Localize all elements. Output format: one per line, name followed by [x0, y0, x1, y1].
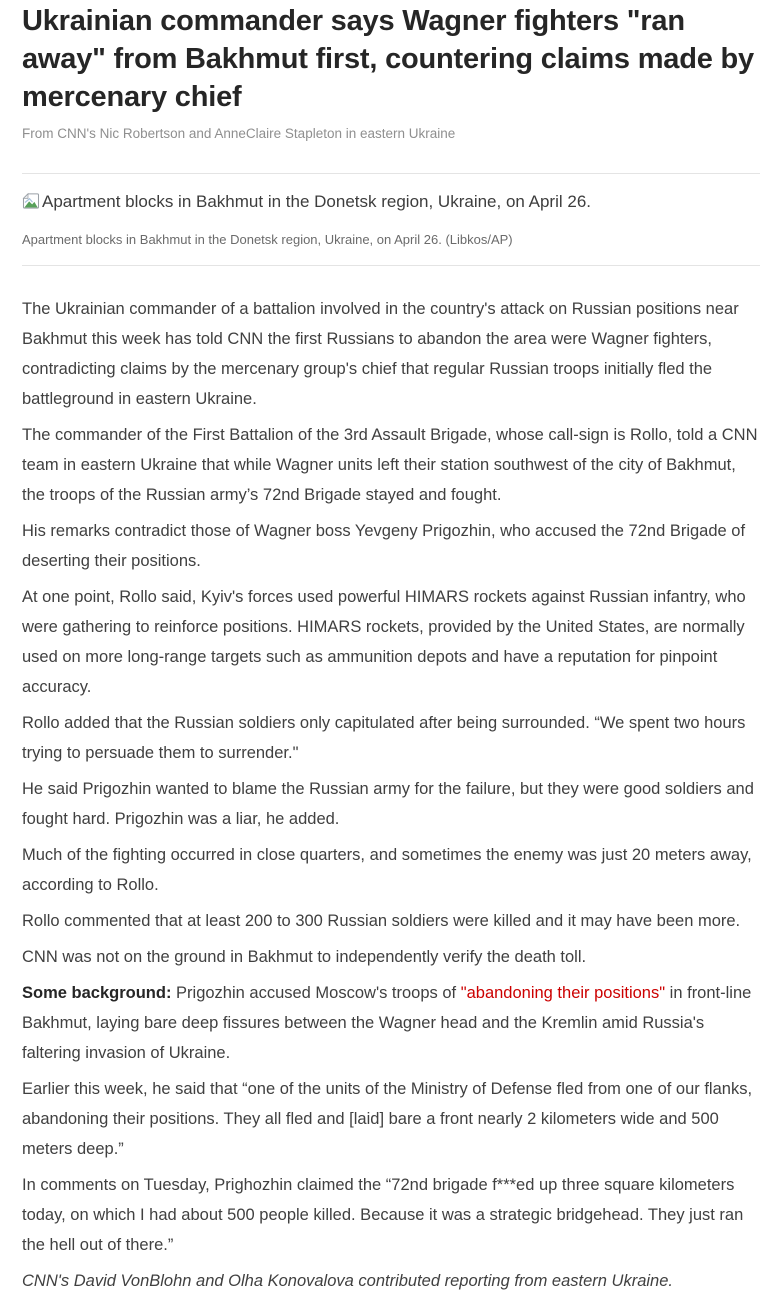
paragraph: At one point, Rollo said, Kyiv's forces used powerful HIMARS rockets against Russian infantry, who were gathering to reinforce positions. HIMARS rockets, provided by the United States, are normally used on more long-range targets such as ammunition depots and have a reputation for pinpoint accuracy. [22, 588, 746, 696]
paragraph: In comments on Tuesday, Prighozhin claimed the “72nd brigade f***ed up three square kilometers today, on which I had about 500 people killed. Because it was a strategic bridgehead. They just ran the hell out of there.” [22, 1176, 744, 1254]
image-caption: Apartment blocks in Bakhmut in the Donetsk region, Ukraine, on April 26. (Libkos/AP) [22, 232, 513, 247]
background-text-after-link: in front-line Bakhmut, laying bare deep fissures between the Wagner head and the Kremlin amid Russia's faltering invasion of Ukraine. [22, 984, 752, 1062]
contributor-note: CNN's David VonBlohn and Olha Konovalova contributed reporting from eastern Ukraine. [22, 1272, 673, 1290]
background-paragraph [22, 978, 760, 1068]
paragraph: Earlier this week, he said that “one of the units of the Ministry of Defense fled from one of our flanks, abandoning their positions. They all fled and [laid] bare a front nearly 2 kilometers wide and 500 meters deep.” [22, 1080, 753, 1158]
background-label: Some background: [22, 984, 172, 1002]
article-byline: From CNN's Nic Robertson and AnneClaire Stapleton in eastern Ukraine [22, 126, 456, 141]
broken-image-icon [22, 192, 40, 216]
paragraph: Rollo added that the Russian soldiers only capitulated after being surrounded. “We spent two hours trying to persuade them to surrender." [22, 714, 746, 762]
paragraph: He said Prigozhin wanted to blame the Russian army for the failure, but they were good soldiers and fought hard. Prigozhin was a liar, he added. [22, 780, 754, 828]
paragraph: His remarks contradict those of Wagner boss Yevgeny Prigozhin, who accused the 72nd Brigade of deserting their positions. [22, 522, 746, 570]
paragraph: CNN was not on the ground in Bakhmut to independently verify the death toll. [22, 948, 587, 966]
article-image-block [22, 191, 760, 248]
top-divider [22, 173, 760, 174]
paragraph: Much of the fighting occurred in close quarters, and sometimes the enemy was just 20 meters away, according to Rollo. [22, 846, 752, 894]
image-alt-text: Apartment blocks in Bakhmut in the Donetsk region, Ukraine, on April 26. [42, 192, 592, 211]
paragraph: The commander of the First Battalion of the 3rd Assault Brigade, whose call-sign is Rollo, told a CNN team in eastern Ukraine that while Wagner units left their station southwest of the city of Bakhmut, the troops of the Russian army’s 72nd Brigade stayed and fought. [22, 426, 758, 504]
paragraph: Rollo commented that at least 200 to 300 Russian soldiers were killed and it may have been more. [22, 912, 741, 930]
broken-image-placeholder [22, 191, 760, 216]
caption-divider [22, 265, 760, 266]
paragraph: The Ukrainian commander of a battalion involved in the country's attack on Russian positions near Bakhmut this week has told CNN the first Russians to abandon the area were Wagner fighters, contradicting claims by the mercenary group's chief that regular Russian troops initially fled the battleground in eastern Ukraine. [22, 300, 739, 408]
background-text-before-link: Prigozhin accused Moscow's troops of [171, 984, 461, 1002]
article-headline: Ukrainian commander says Wagner fighters "ran away" from Bakhmut first, countering claims made by mercenary chief [22, 5, 754, 113]
abandoning-positions-link[interactable]: "abandoning their positions" [460, 984, 666, 1002]
article-body [22, 294, 760, 1296]
